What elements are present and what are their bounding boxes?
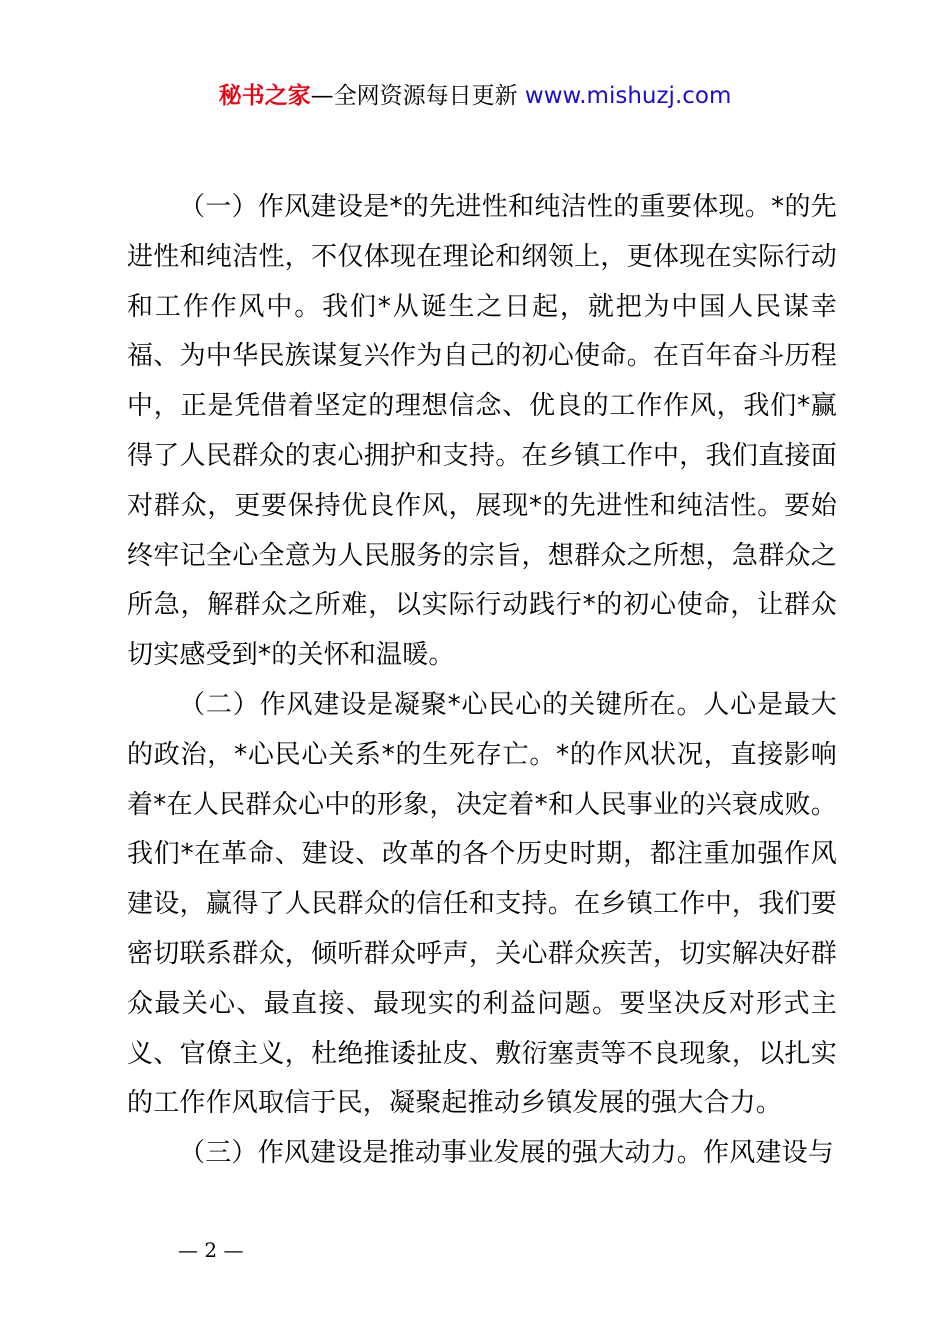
paragraph-1: （一）作风建设是*的先进性和纯洁性的重要体现。*的先进性和纯洁性，不仅体现在理论和纲领上，更体现在实际行动和工作作风中。我们*从诞生之日起，就把为中国人民谋幸福、为中华民族谋复兴作为自己的初心使命。在百年奋斗历程中，正是凭借着坚定的理想信念、优良的工作作风，我们*赢得了人民群众的衷心拥护和支持。在乡镇工作中，我们直接面对群众，更要保持优良作风，展现*的先进性和纯洁性。要始终牢记全心全意为人民服务的宗旨，想群众之所想，急群众之所急，解群众之所难，以实际行动践行*的初心使命，让群众切实感受到*的关怀和温暖。 bbox=[127, 192, 837, 671]
paragraph-3: （三）作风建设是推动事业发展的强大动力。作风建设与 bbox=[179, 1138, 835, 1169]
brand-name: 秘书之家 bbox=[218, 83, 311, 109]
site-url-link[interactable]: www.mishuzj.com bbox=[524, 83, 732, 109]
document-body bbox=[127, 183, 837, 1179]
paragraph-2: （二）作风建设是凝聚*心民心的关键所在。人心是最大的政治，*心民心关系*的生死存亡。*的作风状况，直接影响着*在人民群众心中的形象，决定着*和人民事业的兴衰成败。我们*在革命、建设、改革的各个历史时期，都注重加强作风建设，赢得了人民群众的信任和支持。在乡镇工作中，我们要密切联系群众，倾听群众呼声，关心群众疾苦，切实解决好群众最关心、最直接、最现实的利益问题。要坚决反对形式主义、官僚主义，杜绝推诿扯皮、敷衍塞责等不良现象，以扎实的工作作风取信于民，凝聚起推动乡镇发展的强大合力。 bbox=[127, 689, 837, 1119]
header-tagline: —全网资源每日更新 bbox=[310, 83, 525, 109]
page-number: — 2 — bbox=[178, 1238, 244, 1262]
site-header bbox=[0, 80, 950, 112]
